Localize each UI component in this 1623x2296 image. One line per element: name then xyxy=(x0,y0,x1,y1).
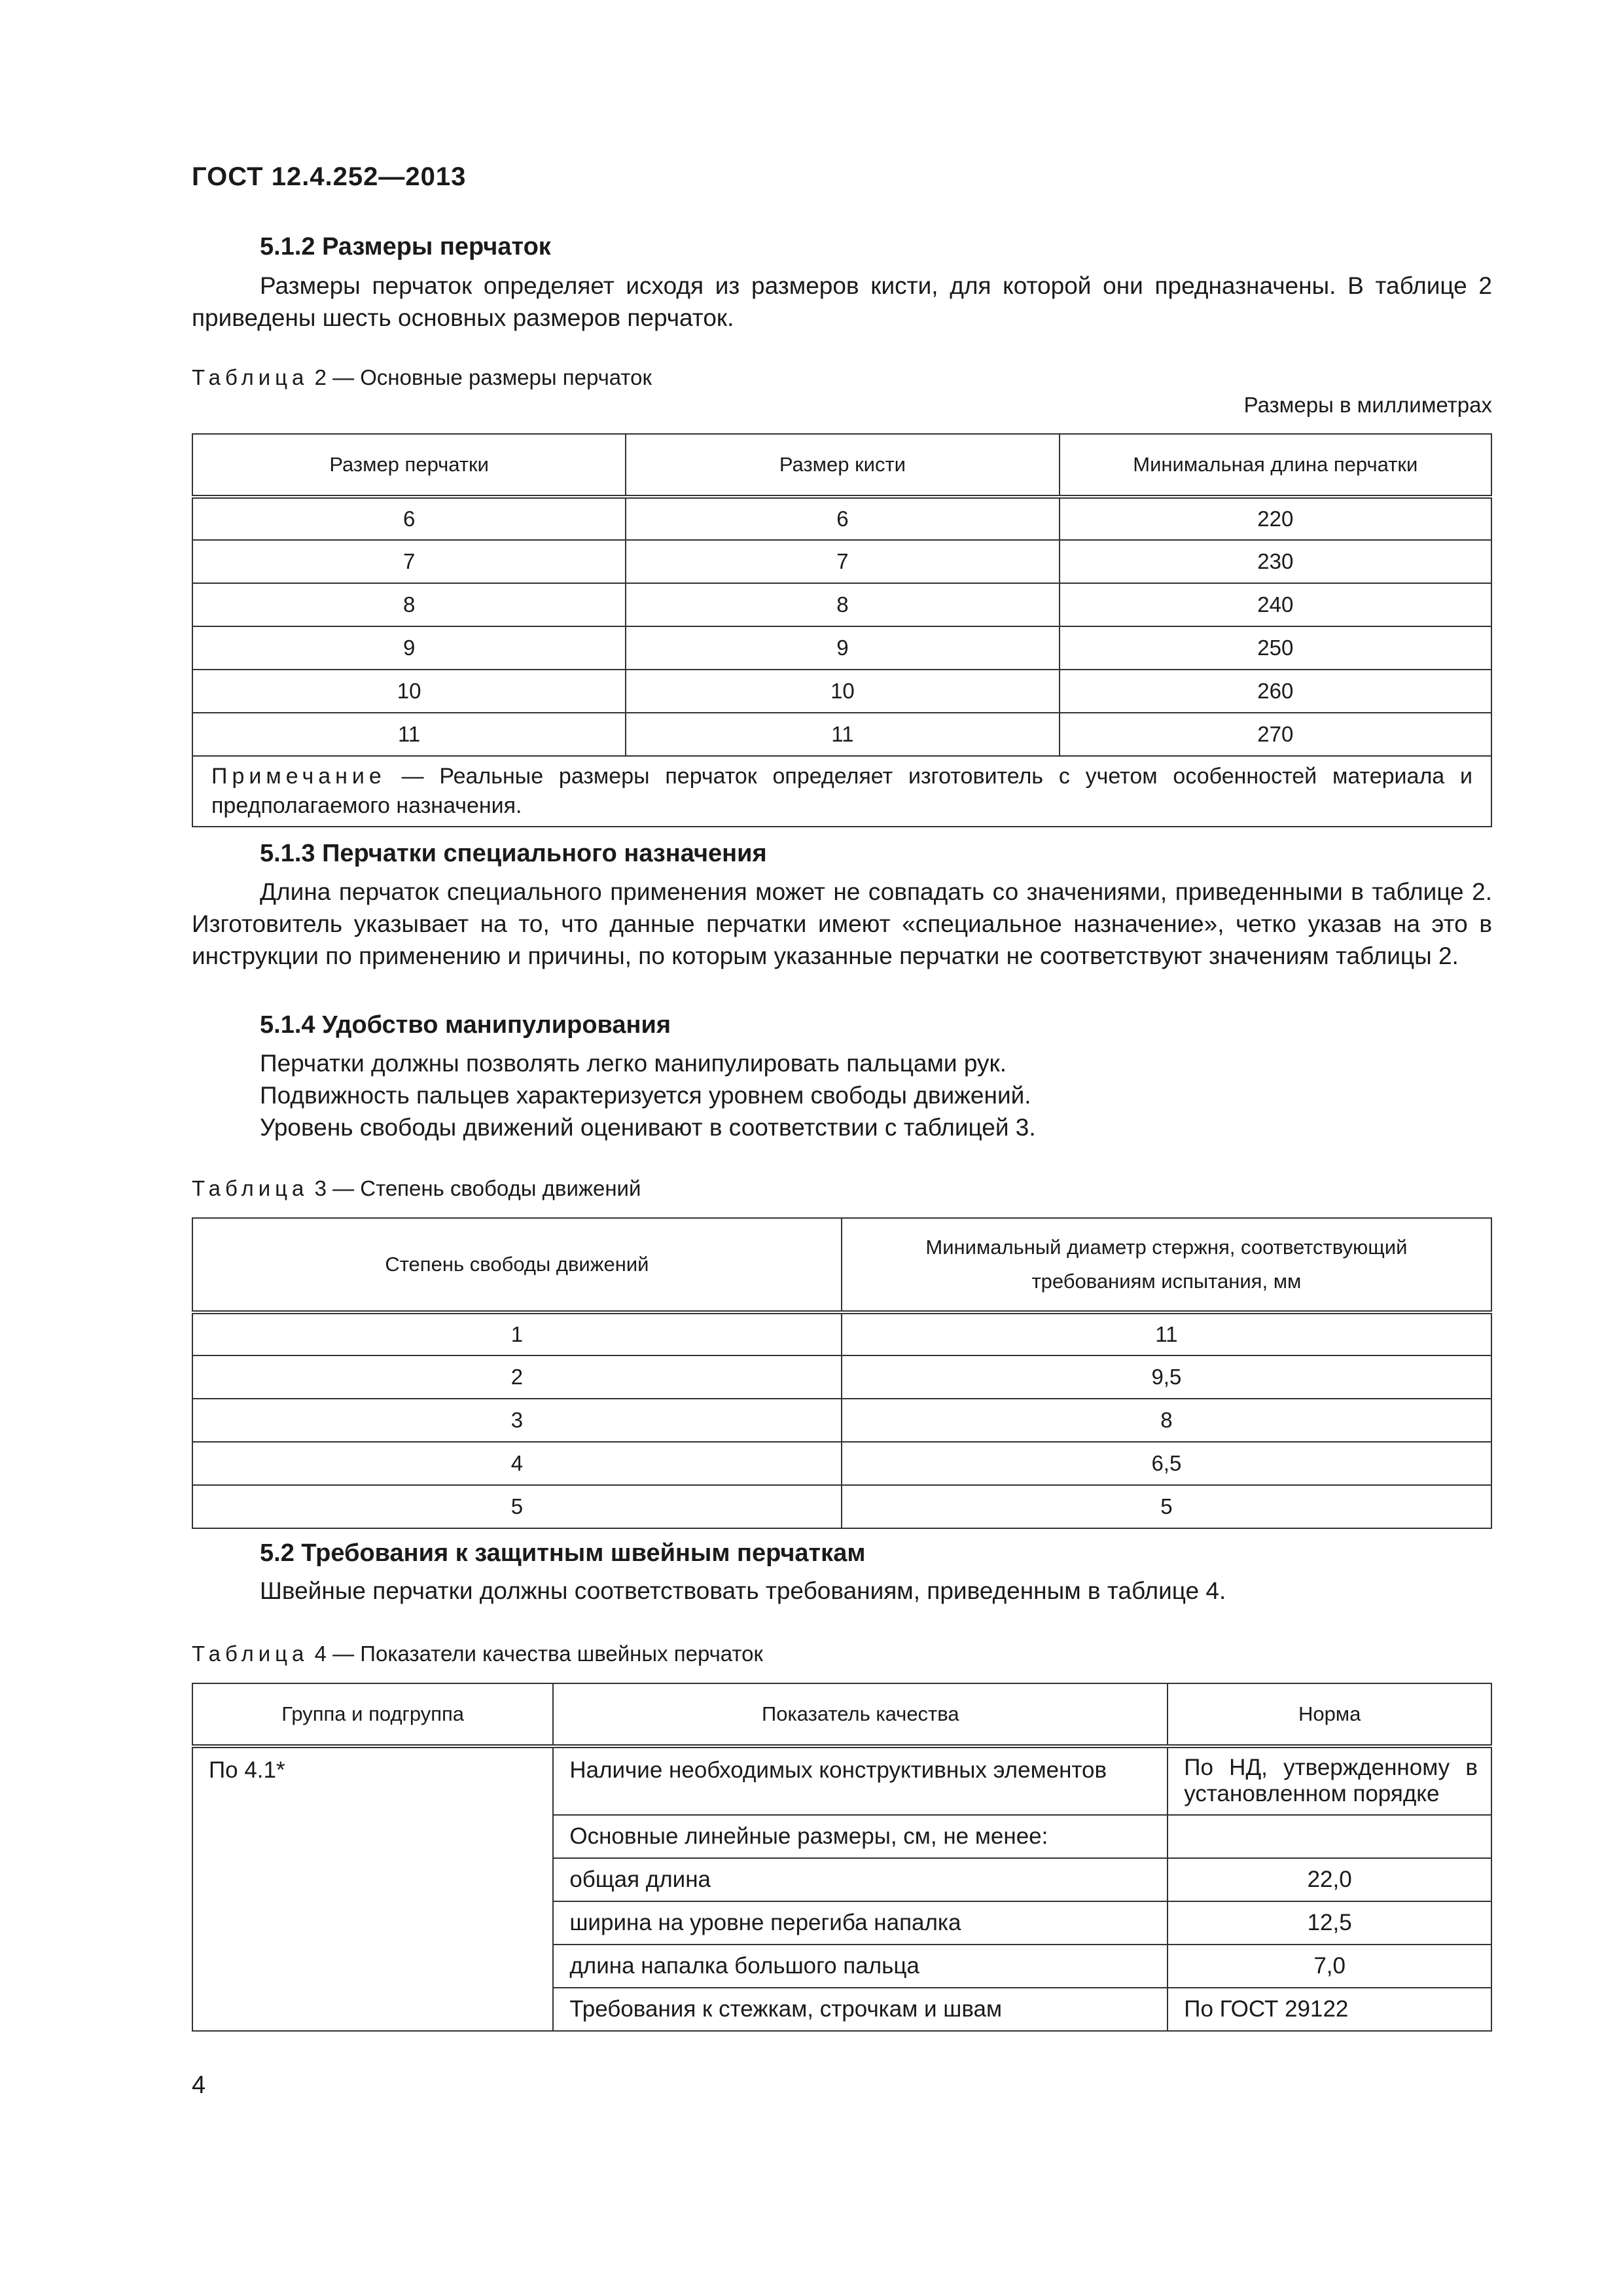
table-cell: 7,0 xyxy=(1168,1945,1491,1988)
table-cell: 220 xyxy=(1060,497,1491,540)
table-4-header-indicator: Показатель качества xyxy=(553,1683,1168,1746)
table-3 xyxy=(192,1217,1492,1529)
section-5-1-4-line-3: Уровень свободы движений оценивают в соответствии с таблицей 3. xyxy=(260,1114,1036,1141)
table-cell: 7 xyxy=(626,540,1059,583)
table-3-caption-word: Таблица xyxy=(192,1176,309,1200)
table-cell: По ГОСТ 29122 xyxy=(1168,1988,1491,2031)
table-4-header-norm: Норма xyxy=(1168,1683,1491,1746)
table-2-note xyxy=(192,756,1491,827)
section-5-2-text: Швейные перчатки должны соответствовать требованиям, приведенным в таблице 4. xyxy=(260,1577,1226,1604)
table-cell: 6 xyxy=(192,497,626,540)
table-row xyxy=(192,540,1491,583)
note-label: Примечание xyxy=(211,764,386,789)
table-cell: 9 xyxy=(192,626,626,670)
table-row xyxy=(192,1312,1491,1355)
table-cell: 8 xyxy=(626,583,1059,626)
table-row xyxy=(192,497,1491,540)
table-cell: 5 xyxy=(842,1485,1491,1528)
table-cell: 8 xyxy=(192,583,626,626)
table-4 xyxy=(192,1683,1492,2032)
table-cell: 1 xyxy=(192,1312,842,1355)
table-2-units: Размеры в миллиметрах xyxy=(1243,393,1492,417)
table-4-caption xyxy=(192,1641,763,1666)
table-cell: 6 xyxy=(626,497,1059,540)
table-3-caption xyxy=(192,1176,641,1201)
table-2-header-min-length: Минимальная длина перчатки xyxy=(1060,434,1491,497)
table-cell: 250 xyxy=(1060,626,1491,670)
table-cell: 10 xyxy=(192,670,626,713)
section-5-1-3-heading: 5.1.3 Перчатки специального назначения xyxy=(260,840,767,867)
table-cell: 11 xyxy=(842,1312,1491,1355)
table-cell: 8 xyxy=(842,1399,1491,1442)
table-2-caption xyxy=(192,365,652,390)
table-cell: 6,5 xyxy=(842,1442,1491,1485)
section-5-1-4-heading: 5.1.4 Удобство манипулирования xyxy=(260,1011,671,1039)
table-cell: 260 xyxy=(1060,670,1491,713)
section-5-1-4-line-2: Подвижность пальцев характеризуется уровнем свободы движений. xyxy=(260,1082,1031,1109)
table-cell: По НД, утвержденному в установленном порядке xyxy=(1168,1746,1491,1815)
table-3-caption-title: 3 — Степень свободы движений xyxy=(314,1176,641,1200)
table-cell: ширина на уровне перегиба напалка xyxy=(553,1901,1168,1945)
table-cell: 270 xyxy=(1060,713,1491,756)
table-4-header-row xyxy=(192,1683,1491,1746)
table-row xyxy=(192,1485,1491,1528)
table-cell: 230 xyxy=(1060,540,1491,583)
table-2 xyxy=(192,433,1492,827)
table-cell: 5 xyxy=(192,1485,842,1528)
table-cell: 9 xyxy=(626,626,1059,670)
table-row xyxy=(192,1355,1491,1399)
table-4-caption-word: Таблица xyxy=(192,1641,309,1666)
table-cell: 11 xyxy=(192,713,626,756)
table-row xyxy=(192,713,1491,756)
table-cell: 11 xyxy=(626,713,1059,756)
table-cell: 2 xyxy=(192,1355,842,1399)
table-cell: 10 xyxy=(626,670,1059,713)
table-row xyxy=(192,583,1491,626)
table-row xyxy=(192,1442,1491,1485)
table-cell: 4 xyxy=(192,1442,842,1485)
table-cell: 12,5 xyxy=(1168,1901,1491,1945)
table-2-caption-word: Таблица xyxy=(192,365,309,389)
table-cell xyxy=(1168,1815,1491,1858)
table-4-group-cell: По 4.1* xyxy=(192,1746,553,2031)
table-2-header-hand-size: Размер кисти xyxy=(626,434,1059,497)
section-5-1-4-line-1: Перчатки должны позволять легко манипулировать пальцами рук. xyxy=(260,1050,1007,1077)
section-5-1-2-heading: 5.1.2 Размеры перчаток xyxy=(260,233,551,260)
table-cell: длина напалка большого пальца xyxy=(553,1945,1168,1988)
table-3-header-degree: Степень свободы движений xyxy=(192,1218,842,1312)
table-cell: 7 xyxy=(192,540,626,583)
table-cell: Наличие необходимых конструктивных элементов xyxy=(553,1746,1168,1815)
document-code: ГОСТ 12.4.252—2013 xyxy=(192,162,467,191)
table-cell: 22,0 xyxy=(1168,1858,1491,1901)
table-cell: 3 xyxy=(192,1399,842,1442)
table-row xyxy=(192,1746,1491,1815)
table-4-caption-title: 4 — Показатели качества швейных перчаток xyxy=(314,1641,763,1666)
table-3-header-diameter: Минимальный диаметр стержня, соответствующий требованиям испытания, мм xyxy=(842,1218,1491,1312)
table-cell: Требования к стежкам, строчкам и швам xyxy=(553,1988,1168,2031)
table-row xyxy=(192,626,1491,670)
table-2-header-row xyxy=(192,434,1491,497)
section-5-2-heading: 5.2 Требования к защитным швейным перчаткам xyxy=(260,1539,866,1567)
table-2-caption-title: 2 — Основные размеры перчаток xyxy=(314,365,652,389)
table-2-note-row xyxy=(192,756,1491,827)
section-5-1-3-text: Длина перчаток специального применения может не совпадать со значениями, приведенными в таблице 2. Изготовитель указывает на то, что данные перчатки имеют «специальное назначение», четко указав на это в инструкции по применению и причины, по которым указанные перчатки не соответствуют значениям таблицы 2. xyxy=(192,878,1492,969)
note-text: — Реальные размеры перчаток определяет изготовитель с учетом особенностей материала и предполагаемого назначения. xyxy=(211,764,1472,818)
table-cell: Основные линейные размеры, см, не менее: xyxy=(553,1815,1168,1858)
table-3-header-row xyxy=(192,1218,1491,1312)
table-4-header-group: Группа и подгруппа xyxy=(192,1683,553,1746)
page-number: 4 xyxy=(192,2072,206,2099)
table-row xyxy=(192,1399,1491,1442)
table-cell: общая длина xyxy=(553,1858,1168,1901)
table-cell: 9,5 xyxy=(842,1355,1491,1399)
section-5-1-2-text: Размеры перчаток определяет исходя из размеров кисти, для которой они предназначены. В таблице 2 приведены шесть основных размеров перчаток. xyxy=(192,272,1492,331)
table-row xyxy=(192,670,1491,713)
table-cell: 240 xyxy=(1060,583,1491,626)
table-2-header-glove-size: Размер перчатки xyxy=(192,434,626,497)
